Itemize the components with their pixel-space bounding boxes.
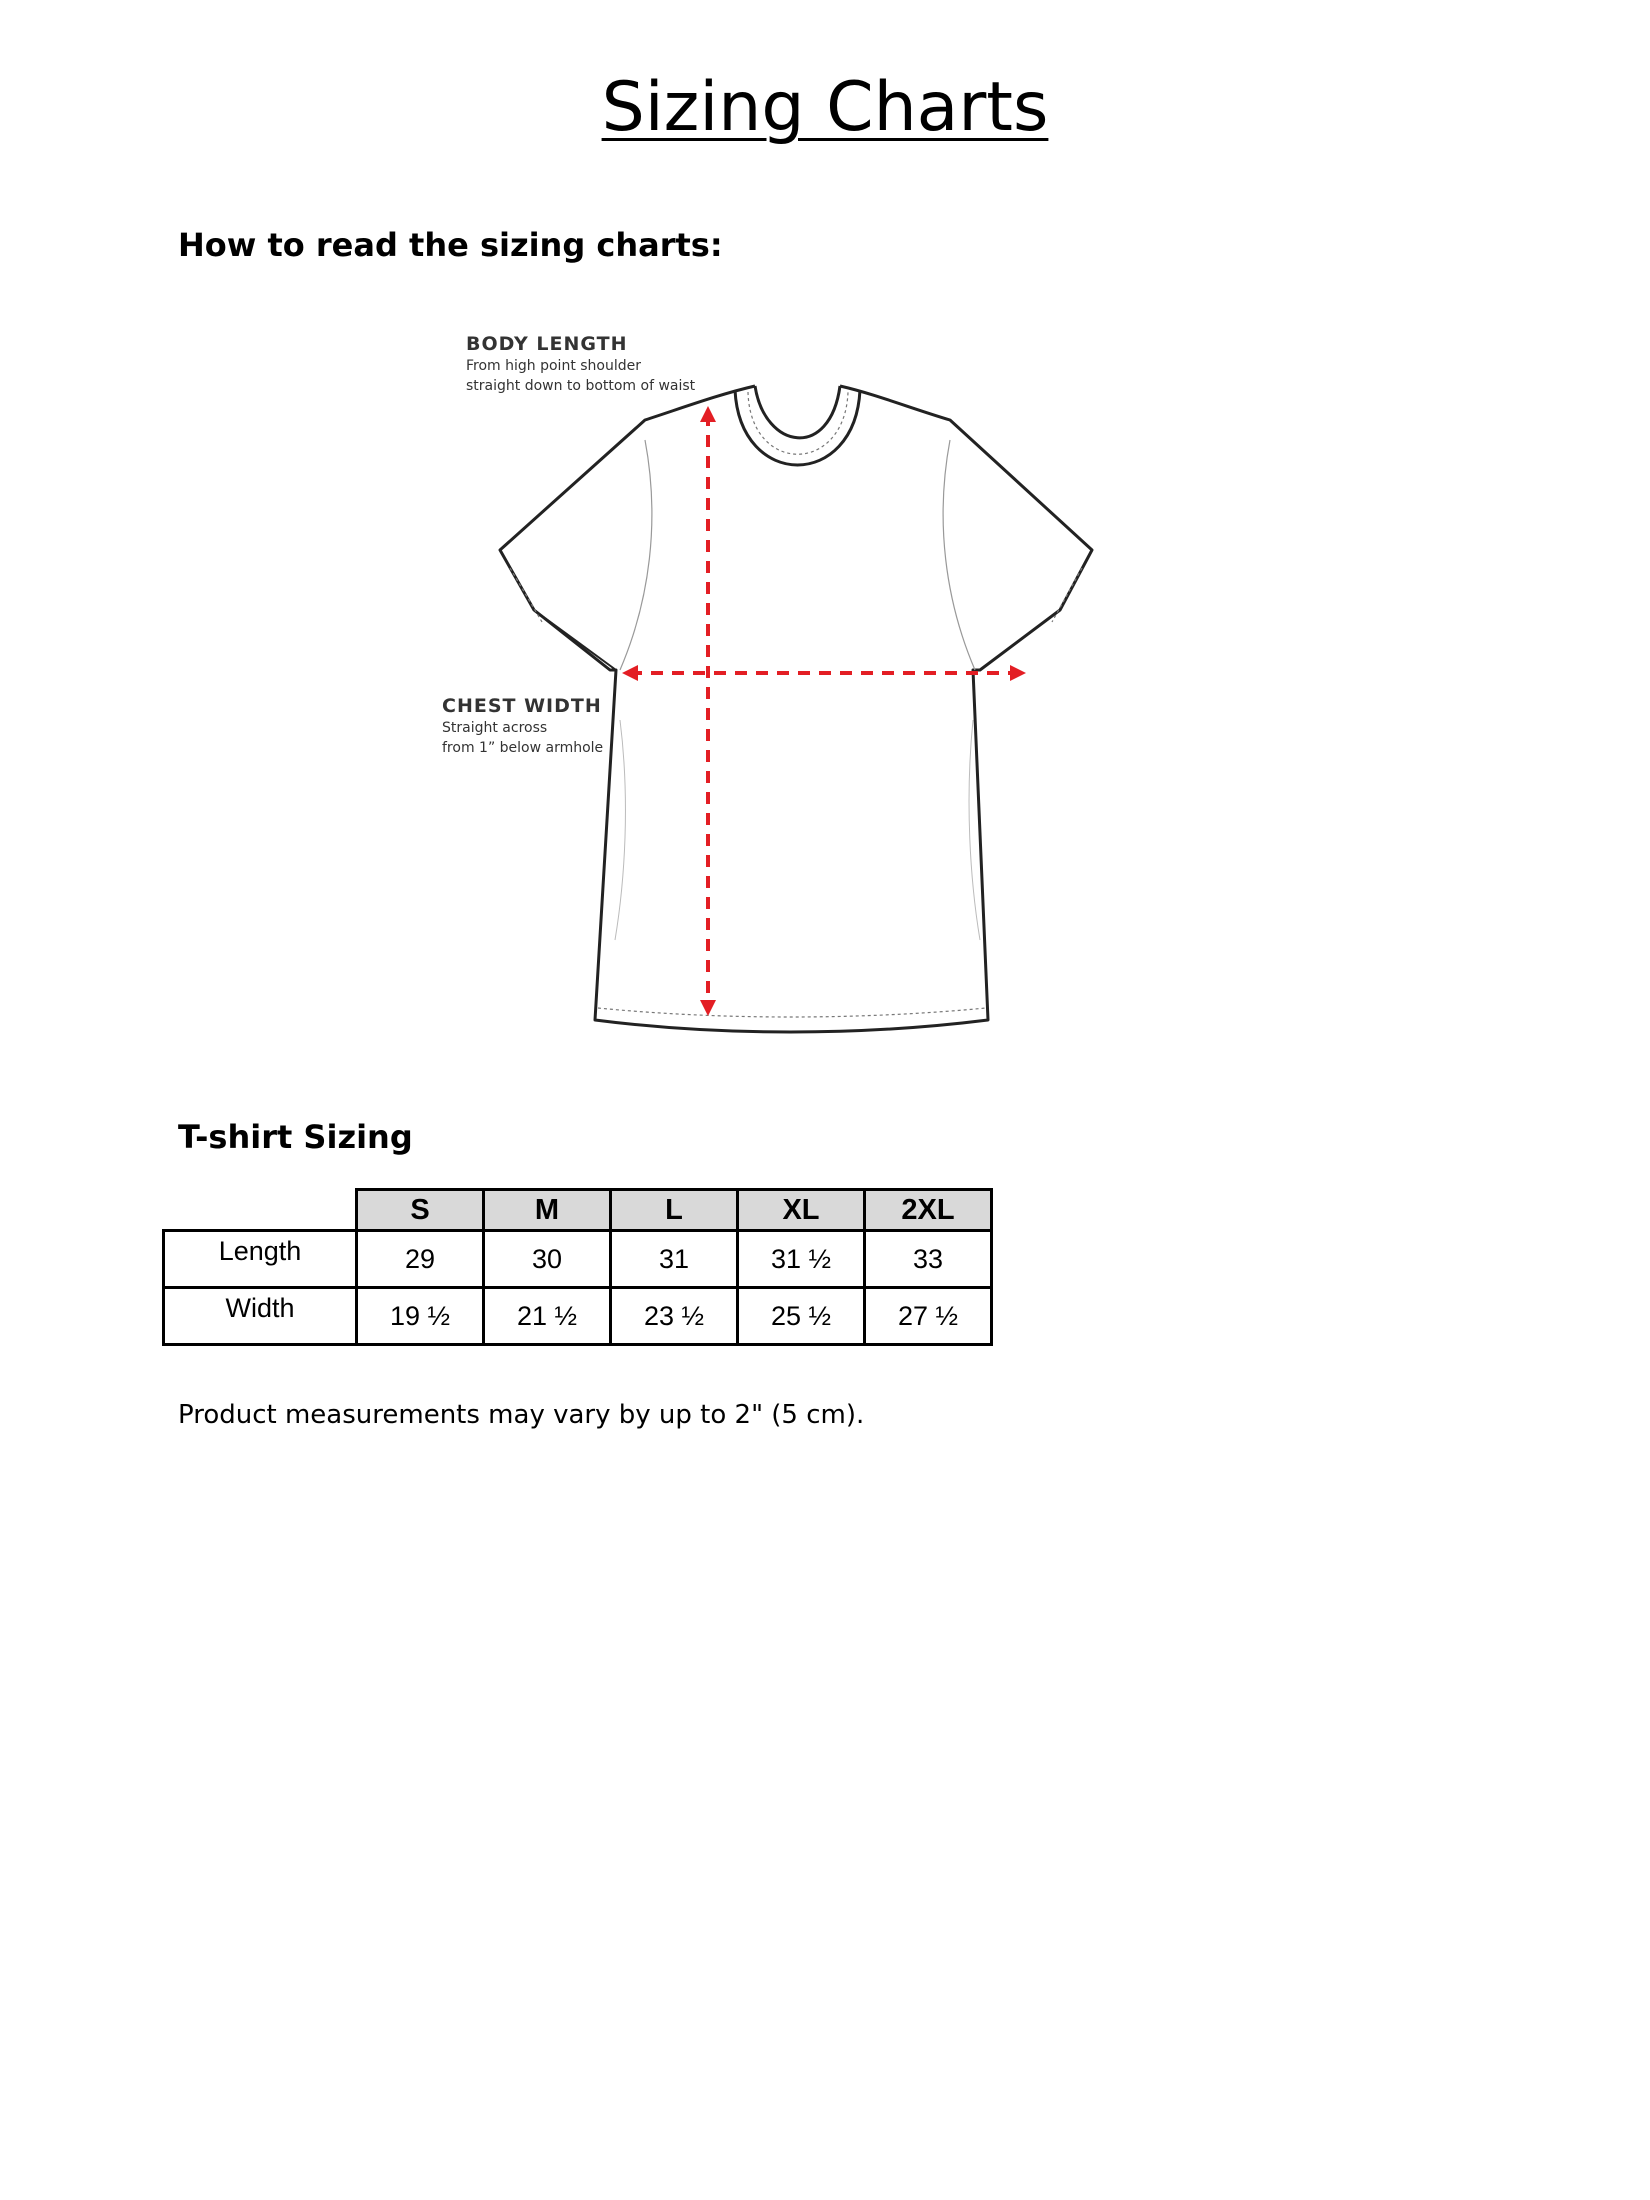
header-blank-cell <box>164 1190 357 1231</box>
table-cell: 23 ½ <box>611 1288 738 1345</box>
size-header-cell: L <box>611 1190 738 1231</box>
chest-width-title: CHEST WIDTH <box>442 695 602 717</box>
size-table <box>162 1188 993 1346</box>
table-cell: 31 <box>611 1231 738 1288</box>
table-cell: 27 ½ <box>865 1288 992 1345</box>
table-cell: 31 ½ <box>738 1231 865 1288</box>
how-to-read-heading: How to read the sizing charts: <box>178 226 723 264</box>
chest-width-line1: Straight across <box>442 720 548 736</box>
table-row <box>164 1288 992 1345</box>
row-label-width: Width <box>164 1288 357 1345</box>
table-cell: 33 <box>865 1231 992 1288</box>
body-length-line1: From high point shoulder <box>466 358 642 374</box>
table-cell: 21 ½ <box>484 1288 611 1345</box>
table-cell: 30 <box>484 1231 611 1288</box>
page-title: Sizing Charts <box>601 68 1049 147</box>
table-cell: 25 ½ <box>738 1288 865 1345</box>
table-cell: 19 ½ <box>357 1288 484 1345</box>
body-length-line2: straight down to bottom of waist <box>466 378 696 394</box>
tshirt-illustration <box>420 320 1180 1060</box>
row-label-length: Length <box>164 1231 357 1288</box>
size-header-cell: S <box>357 1190 484 1231</box>
chest-width-line2: from 1” below armhole <box>442 740 604 756</box>
tshirt-measurement-diagram <box>420 320 1180 1060</box>
size-header-cell: XL <box>738 1190 865 1231</box>
body-length-title: BODY LENGTH <box>466 333 628 355</box>
measurement-note: Product measurements may vary by up to 2" (5 cm). <box>178 1400 865 1430</box>
tshirt-sizing-heading: T-shirt Sizing <box>178 1118 413 1156</box>
table-row <box>164 1231 992 1288</box>
table-cell: 29 <box>357 1231 484 1288</box>
size-header-cell: 2XL <box>865 1190 992 1231</box>
size-header-row <box>164 1190 992 1231</box>
size-header-cell: M <box>484 1190 611 1231</box>
